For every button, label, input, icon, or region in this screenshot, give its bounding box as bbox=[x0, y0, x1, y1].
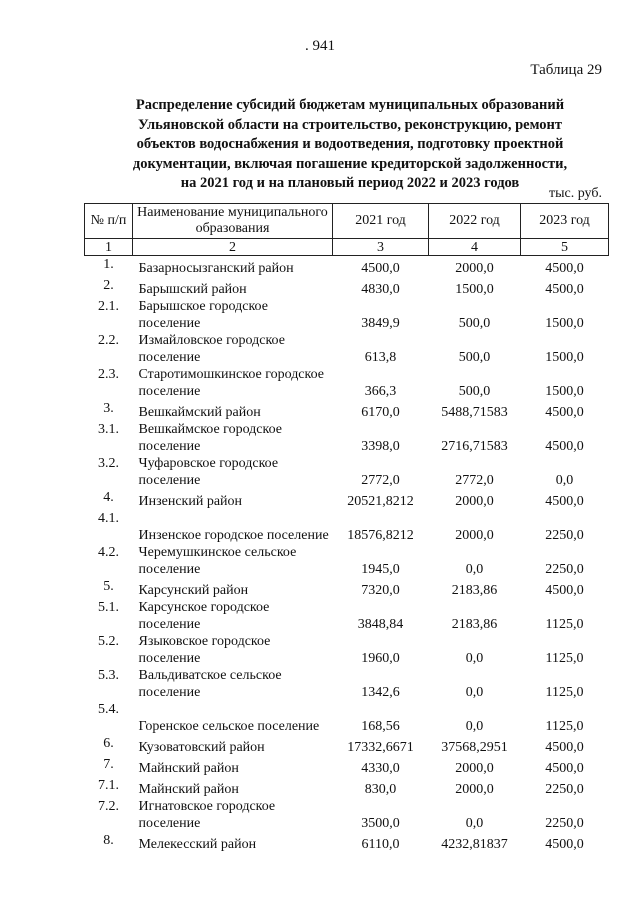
municipality-name: Карсунский район bbox=[138, 583, 249, 598]
municipality-name: Барышский район bbox=[138, 282, 247, 297]
value-2023: 1500,0 bbox=[545, 350, 584, 365]
value-2023: 4500,0 bbox=[545, 494, 584, 509]
table-row bbox=[85, 277, 609, 298]
municipality-name: Черемушкинское сельское поселение bbox=[138, 545, 297, 577]
value-2023: 1125,0 bbox=[545, 719, 584, 734]
value-2023: 4500,0 bbox=[545, 439, 584, 454]
title-line: документации, включая погашение кредиторской задолженности, bbox=[132, 155, 568, 172]
table-row bbox=[85, 366, 609, 400]
value-2022: 0,0 bbox=[465, 685, 484, 700]
units-label: тыс. руб. bbox=[549, 186, 602, 201]
row-number: 4. bbox=[103, 490, 114, 505]
value-2021: 4500,0 bbox=[361, 261, 400, 276]
table-row bbox=[85, 633, 609, 667]
value-2023: 1125,0 bbox=[545, 617, 584, 632]
municipality-name: Инзенский район bbox=[138, 494, 243, 509]
value-2022: 2000,0 bbox=[455, 761, 494, 776]
row-number: 3.1. bbox=[98, 422, 119, 437]
value-2021: 20521,8212 bbox=[347, 494, 414, 509]
value-2021: 366,3 bbox=[364, 384, 397, 399]
value-2021: 3848,84 bbox=[357, 617, 404, 632]
row-number: 6. bbox=[103, 736, 114, 751]
table-row bbox=[85, 798, 609, 832]
value-2022: 500,0 bbox=[458, 316, 491, 331]
municipality-name: Кузоватовский район bbox=[138, 740, 265, 755]
value-2021: 2772,0 bbox=[361, 473, 400, 488]
table-row bbox=[85, 756, 609, 777]
value-2023: 2250,0 bbox=[545, 562, 584, 577]
title-line: объектов водоснабжения и водоотведения, подготовку проектной bbox=[136, 136, 564, 152]
row-number: 4.2. bbox=[98, 545, 119, 560]
value-2023: 4500,0 bbox=[545, 282, 584, 297]
value-2021: 1960,0 bbox=[361, 651, 400, 666]
column-number: 5 bbox=[521, 239, 609, 256]
row-number: 3. bbox=[103, 401, 114, 416]
value-2022: 0,0 bbox=[465, 562, 484, 577]
row-number: 2.2. bbox=[98, 333, 119, 348]
table-row bbox=[85, 332, 609, 366]
row-number: 2.3. bbox=[98, 367, 119, 382]
row-number: 5.2. bbox=[98, 634, 119, 649]
value-2023: 4500,0 bbox=[545, 761, 584, 776]
document-title bbox=[90, 96, 610, 194]
row-number: 1. bbox=[103, 257, 114, 272]
value-2023: 1125,0 bbox=[545, 651, 584, 666]
value-2023: 2250,0 bbox=[545, 816, 584, 831]
value-2023: 4500,0 bbox=[545, 740, 584, 755]
municipality-name: Базарносызганский район bbox=[138, 261, 294, 276]
value-2022: 2000,0 bbox=[455, 261, 494, 276]
row-number: 5.3. bbox=[98, 668, 119, 683]
municipality-name: Майнский район bbox=[138, 761, 239, 776]
value-2021: 7320,0 bbox=[361, 583, 400, 598]
value-2022: 2000,0 bbox=[455, 528, 494, 543]
value-2022: 1500,0 bbox=[455, 282, 494, 297]
value-2022: 2183,86 bbox=[451, 617, 498, 632]
value-2021: 3849,9 bbox=[361, 316, 400, 331]
table-row bbox=[85, 578, 609, 599]
value-2021: 168,56 bbox=[361, 719, 400, 734]
table-row bbox=[85, 832, 609, 853]
value-2022: 500,0 bbox=[458, 384, 491, 399]
header-row bbox=[85, 204, 609, 239]
value-2022: 37568,2951 bbox=[441, 740, 508, 755]
value-2022: 2000,0 bbox=[455, 782, 494, 797]
row-number: 7.1. bbox=[98, 778, 119, 793]
column-number: 1 bbox=[85, 239, 133, 256]
value-2023: 4500,0 bbox=[545, 405, 584, 420]
value-2022: 2000,0 bbox=[455, 494, 494, 509]
table-row bbox=[85, 777, 609, 798]
value-2023: 1500,0 bbox=[545, 316, 584, 331]
value-2021: 3398,0 bbox=[361, 439, 400, 454]
municipality-name: Карсунское городское поселение bbox=[138, 600, 270, 632]
row-number: 5.1. bbox=[98, 600, 119, 615]
value-2021: 18576,8212 bbox=[347, 528, 414, 543]
row-number: 2. bbox=[103, 278, 114, 293]
municipality-name: Горенское сельское поселение bbox=[138, 719, 320, 734]
row-number: 3.2. bbox=[98, 456, 119, 471]
value-2023: 4500,0 bbox=[545, 583, 584, 598]
table-row bbox=[85, 256, 609, 278]
row-number: 7.2. bbox=[98, 799, 119, 814]
value-2022: 500,0 bbox=[458, 350, 491, 365]
header-num: № п/п bbox=[85, 204, 133, 239]
table-row bbox=[85, 735, 609, 756]
municipality-name: Чуфаровское городское поселение bbox=[138, 456, 279, 488]
table-row bbox=[85, 701, 609, 735]
value-2022: 0,0 bbox=[465, 651, 484, 666]
table-row bbox=[85, 510, 609, 544]
municipality-name: Вешкаймский район bbox=[138, 405, 261, 420]
title-line: Ульяновской области на строительство, реконструкцию, ремонт bbox=[137, 116, 562, 133]
row-number: 5. bbox=[103, 579, 114, 594]
header-2021: 2021 год bbox=[333, 204, 429, 239]
row-number: 4.1. bbox=[98, 511, 119, 526]
value-2023: 0,0 bbox=[555, 473, 574, 488]
municipality-name: Барышское городское поселение bbox=[138, 299, 268, 331]
value-2022: 2183,86 bbox=[451, 583, 498, 598]
table-row bbox=[85, 421, 609, 455]
value-2021: 613,8 bbox=[364, 350, 397, 365]
value-2022: 0,0 bbox=[465, 816, 484, 831]
row-number: 7. bbox=[103, 757, 114, 772]
title-line: Распределение субсидий бюджетам муниципальных образований bbox=[135, 97, 565, 113]
municipality-name: Инзенское городское поселение bbox=[138, 528, 329, 543]
municipality-name: Измайловское городское поселение bbox=[138, 333, 285, 365]
municipality-name: Старотимошкинское городское поселение bbox=[138, 367, 324, 399]
value-2023: 2250,0 bbox=[545, 782, 584, 797]
table-row bbox=[85, 544, 609, 578]
municipality-name: Игнатовское городское поселение bbox=[138, 799, 276, 831]
municipality-name: Вешкаймское городское поселение bbox=[138, 422, 282, 454]
value-2023: 1125,0 bbox=[545, 685, 584, 700]
value-2022: 2716,71583 bbox=[441, 439, 508, 454]
value-2022: 0,0 bbox=[465, 719, 484, 734]
value-2023: 4500,0 bbox=[545, 261, 584, 276]
table-row bbox=[85, 298, 609, 332]
municipality-name: Вальдиватское сельское поселение bbox=[138, 668, 282, 700]
value-2021: 6110,0 bbox=[361, 837, 400, 852]
value-2023: 1500,0 bbox=[545, 384, 584, 399]
value-2021: 830,0 bbox=[364, 782, 397, 797]
table-row bbox=[85, 667, 609, 701]
table-body bbox=[85, 256, 609, 854]
value-2023: 4500,0 bbox=[545, 837, 584, 852]
value-2021: 4830,0 bbox=[361, 282, 400, 297]
header-name: Наименование муниципального образования bbox=[133, 204, 333, 239]
column-number-row bbox=[85, 239, 609, 256]
municipality-name: Майнский район bbox=[138, 782, 239, 797]
subsidy-table bbox=[84, 203, 609, 853]
row-number: 5.4. bbox=[98, 702, 119, 717]
value-2021: 3500,0 bbox=[361, 816, 400, 831]
value-2021: 17332,6671 bbox=[347, 740, 414, 755]
row-number: 8. bbox=[103, 833, 114, 848]
value-2021: 4330,0 bbox=[361, 761, 400, 776]
table-row bbox=[85, 400, 609, 421]
value-2022: 2772,0 bbox=[455, 473, 494, 488]
table-row bbox=[85, 455, 609, 489]
value-2021: 1342,6 bbox=[361, 685, 400, 700]
municipality-name: Мелекесский район bbox=[138, 837, 257, 852]
column-number: 4 bbox=[429, 239, 521, 256]
value-2022: 4232,81837 bbox=[441, 837, 508, 852]
header-2023: 2023 год bbox=[521, 204, 609, 239]
table-row bbox=[85, 599, 609, 633]
page-number: . 941 bbox=[305, 38, 335, 54]
column-number: 3 bbox=[333, 239, 429, 256]
value-2022: 5488,71583 bbox=[441, 405, 508, 420]
title-line: на 2021 год и на плановый период 2022 и 2023 годов bbox=[180, 175, 520, 191]
value-2021: 6170,0 bbox=[361, 405, 400, 420]
table-row bbox=[85, 489, 609, 510]
row-number: 2.1. bbox=[98, 299, 119, 314]
municipality-name: Языковское городское поселение bbox=[138, 634, 271, 666]
value-2021: 1945,0 bbox=[361, 562, 400, 577]
header-2022: 2022 год bbox=[429, 204, 521, 239]
value-2023: 2250,0 bbox=[545, 528, 584, 543]
table-label: Таблица 29 bbox=[530, 62, 602, 78]
column-number: 2 bbox=[133, 239, 333, 256]
